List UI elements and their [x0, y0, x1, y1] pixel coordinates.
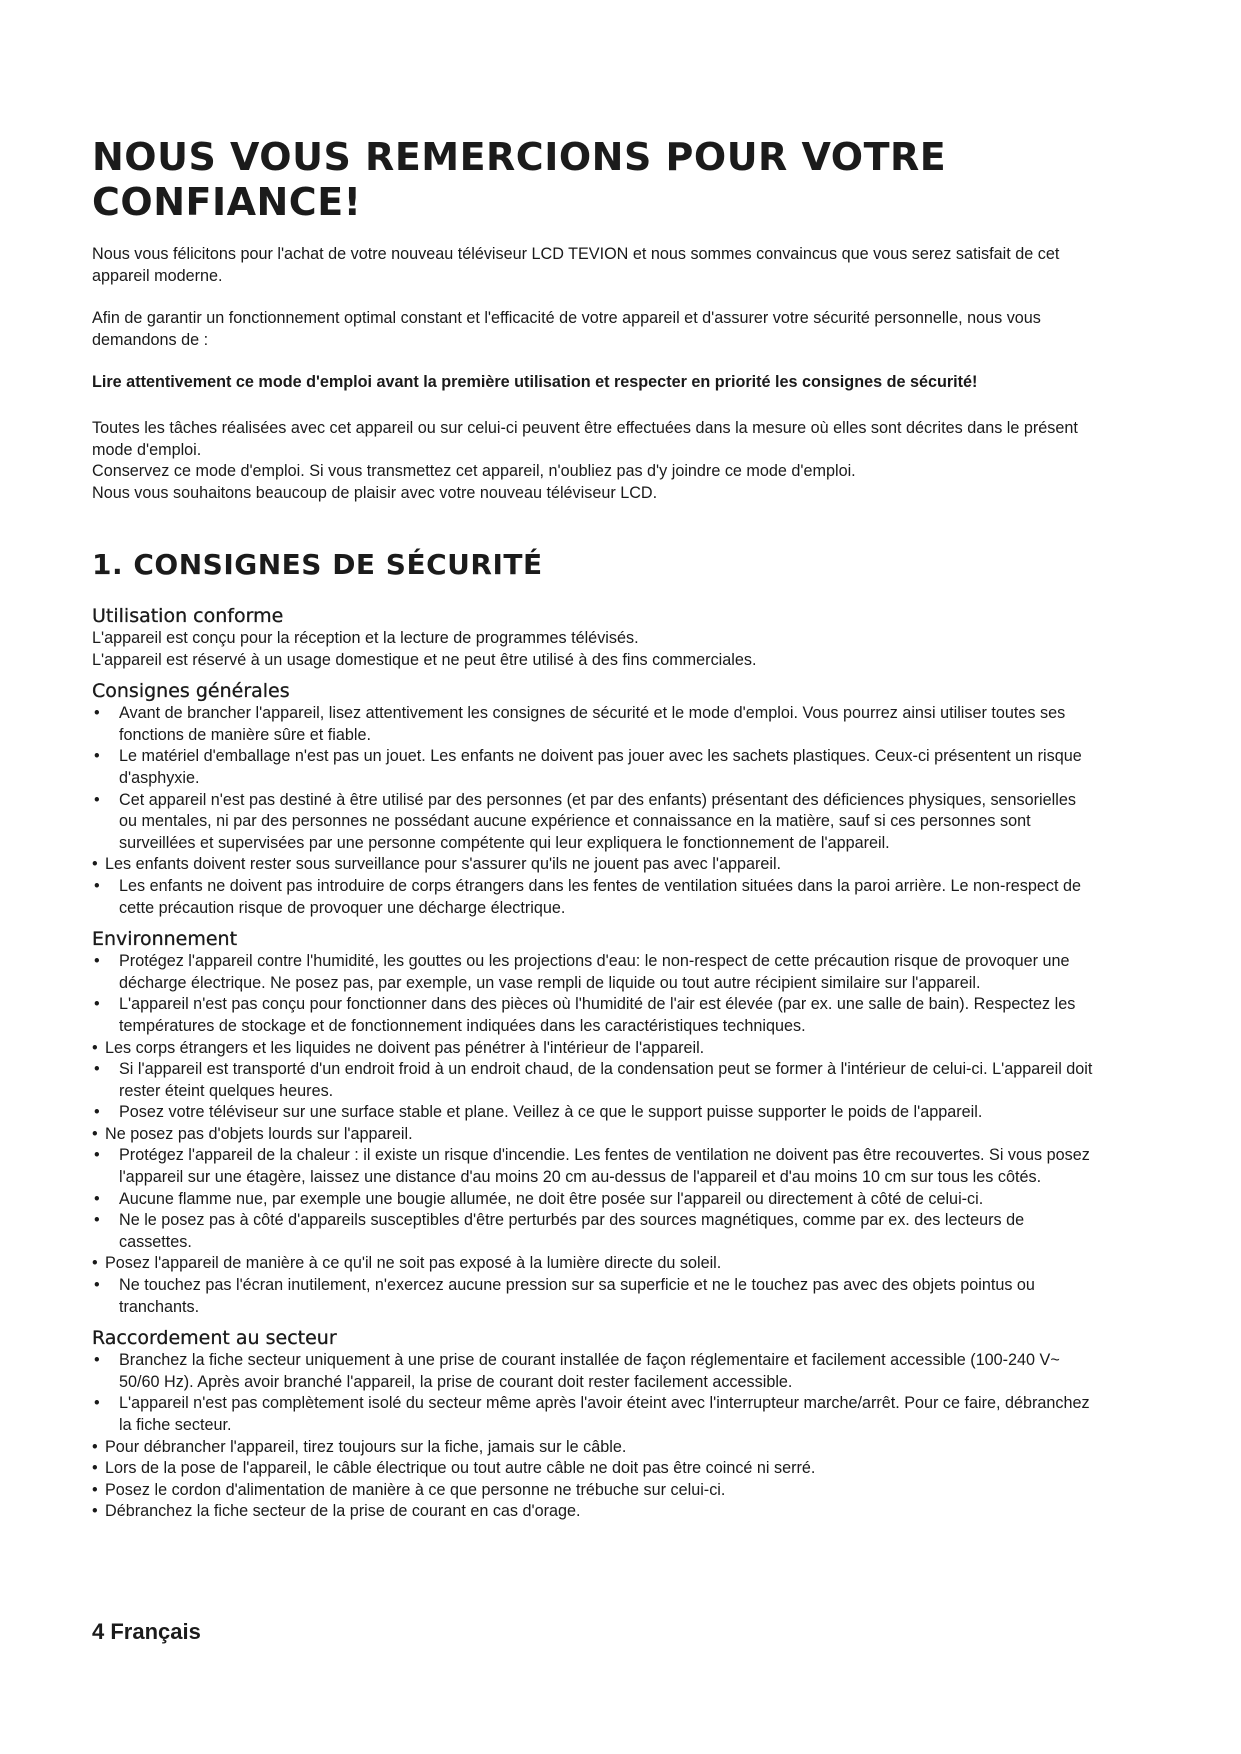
bullet-list — [92, 951, 1097, 1318]
list-item: • Les enfants doivent rester sous surveillance pour s'assurer qu'ils ne jouent pas avec l'appareil. — [92, 854, 1097, 876]
list-item: • Cet appareil n'est pas destiné à être utilisé par des personnes (et par des enfants) présentant des déficiences physiques, sensorielles ou mentales, ni par des personnes ne possédant aucune expérience et connaissance en la matière, sauf si ces personnes sont surveillées et supervisées par une personne compétente qui leur expliquera le fonctionnement de l'appareil. — [92, 790, 1097, 855]
section-environnement — [92, 927, 1097, 1318]
list-item: • Ne touchez pas l'écran inutilement, n'exercez aucune pression sur sa superficie et ne le touchez pas avec des objets pointus ou tranchants. — [92, 1275, 1097, 1318]
list-item: • Branchez la fiche secteur uniquement à une prise de courant installée de façon réglementaire et facilement accessible (100-240 V~ 50/60 Hz). Après avoir branché l'appareil, la prise de courant doit rester facilement accessible. — [92, 1350, 1097, 1393]
intro-paragraph: Afin de garantir un fonctionnement optimal constant et l'efficacité de votre appareil et d'assurer votre sécurité personnelle, nous vous demandons de : — [92, 309, 1041, 349]
page-number-footer: 4 Français — [92, 1619, 201, 1644]
list-item: • Le matériel d'emballage n'est pas un jouet. Les enfants ne doivent pas jouer avec les sachets plastiques. Ceux-ci présentent un risque d'asphyxie. — [92, 746, 1097, 789]
list-item: • L'appareil n'est pas conçu pour fonctionner dans des pièces où l'humidité de l'air est élevée (par ex. une salle de bain). Respectez les températures de stockage et de fonctionnement indiquées dans les caractéristiques techniques. — [92, 994, 1097, 1037]
intro-bold-notice: Lire attentivement ce mode d'emploi avant la première utilisation et respecter en priorité les consignes de sécurité! — [92, 373, 978, 392]
list-item: • Les enfants ne doivent pas introduire de corps étrangers dans les fentes de ventilation situées dans la paroi arrière. Le non-respect de cette précaution risque de provoquer une décharge électrique. — [92, 876, 1097, 919]
list-item: • Les corps étrangers et les liquides ne doivent pas pénétrer à l'intérieur de l'appareil. — [92, 1038, 1097, 1060]
section-utilisation — [92, 604, 1097, 671]
safety-sections — [92, 604, 1097, 1531]
list-item: • Posez le cordon d'alimentation de manière à ce que personne ne trébuche sur celui-ci. — [92, 1480, 1097, 1502]
subsection-heading: Environnement — [92, 928, 238, 951]
list-item: • Pour débrancher l'appareil, tirez toujours sur la fiche, jamais sur le câble. — [92, 1437, 1097, 1459]
subsection-heading: Raccordement au secteur — [92, 1327, 337, 1350]
intro-paragraph: Conservez ce mode d'emploi. Si vous transmettez cet appareil, n'oubliez pas d'y joindre ce mode d'emploi. — [92, 462, 856, 481]
list-item: • Lors de la pose de l'appareil, le câble électrique ou tout autre câble ne doit pas être coincé ni serré. — [92, 1458, 1097, 1480]
list-item: • Aucune flamme nue, par exemple une bougie allumée, ne doit être posée sur l'appareil ou directement à côté de celui-ci. — [92, 1189, 1097, 1211]
list-item: • Ne le posez pas à côté d'appareils susceptibles d'être perturbés par des sources magnétiques, comme par ex. des lecteurs de cassettes. — [92, 1210, 1097, 1253]
intro-paragraph: Nous vous souhaitons beaucoup de plaisir avec votre nouveau téléviseur LCD. — [92, 483, 658, 502]
section-title: 1. CONSIGNES DE SÉCURITÉ — [92, 548, 543, 581]
list-item: • Posez votre téléviseur sur une surface stable et plane. Veillez à ce que le support puisse supporter le poids de l'appareil. — [92, 1102, 1097, 1124]
subsection-heading: Consignes générales — [92, 680, 290, 703]
paragraph-line: L'appareil est réservé à un usage domestique et ne peut être utilisé à des fins commerciales. — [92, 650, 757, 669]
intro-paragraph: Toutes les tâches réalisées avec cet appareil ou sur celui-ci peuvent être effectuées dans la mesure où elles sont décrites dans le présent mode d'emploi. — [92, 418, 1078, 459]
list-item: • Protégez l'appareil de la chaleur : il existe un risque d'incendie. Les fentes de ventilation ne doivent pas être recouvertes. Si vous posez l'appareil sur une étagère, laissez une distance d'au moins 20 cm au-dessus de l'appareil et d'au moins 10 cm sur tous les côtés. — [92, 1145, 1097, 1188]
subsection-heading: Utilisation conforme — [92, 605, 284, 627]
section-generales — [92, 679, 1097, 919]
list-item: • Débranchez la fiche secteur de la prise de courant en cas d'orage. — [92, 1501, 1097, 1523]
list-item: • Avant de brancher l'appareil, lisez attentivement les consignes de sécurité et le mode d'emploi. Vous pourrez ainsi utiliser toutes ses fonctions de manière sûre et fiable. — [92, 703, 1097, 746]
list-item: • Ne posez pas d'objets lourds sur l'appareil. — [92, 1124, 1097, 1146]
paragraph-line: L'appareil est conçu pour la réception et la lecture de programmes télévisés. — [92, 629, 639, 647]
page-title: NOUS VOUS REMERCIONS POUR VOTRE CONFIANCE! — [92, 135, 947, 224]
list-item: • Protégez l'appareil contre l'humidité, les gouttes ou les projections d'eau: le non-respect de cette précaution risque de provoquer une décharge électrique. Ne posez pas, par exemple, un vase rempli de liquide ou tout autre récipient similaire sur l'appareil. — [92, 951, 1097, 994]
list-item: • Posez l'appareil de manière à ce qu'il ne soit pas exposé à la lumière directe du soleil. — [92, 1253, 1097, 1275]
section-raccordement — [92, 1326, 1097, 1523]
bullet-list — [92, 1350, 1097, 1523]
bullet-list — [92, 703, 1097, 919]
list-item: • Si l'appareil est transporté d'un endroit froid à un endroit chaud, de la condensation peut se former à l'intérieur de celui-ci. L'appareil doit rester éteint quelques heures. — [92, 1059, 1097, 1102]
list-item: • L'appareil n'est pas complètement isolé du secteur même après l'avoir éteint avec l'interrupteur marche/arrêt. Pour ce faire, débranchez la fiche secteur. — [92, 1393, 1097, 1436]
intro-paragraph: Nous vous félicitons pour l'achat de votre nouveau téléviseur LCD TEVION et nous sommes convaincus que vous serez satisfait de cet appareil moderne. — [92, 245, 1060, 285]
intro — [92, 244, 1097, 504]
